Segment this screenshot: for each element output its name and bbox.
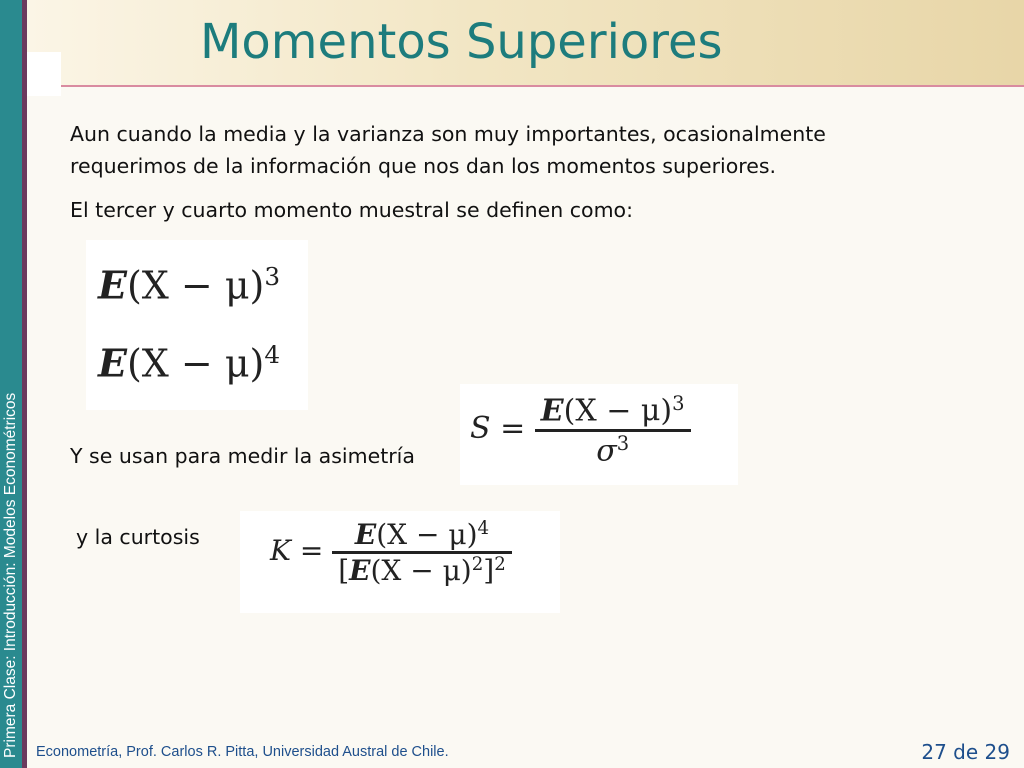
footer-credit: Econometría, Prof. Carlos R. Pitta, Universidad Austral de Chile. xyxy=(36,744,449,760)
kurtosis-numerator-exponent: 4 xyxy=(477,518,490,539)
skewness-numerator xyxy=(535,392,691,429)
asymmetry-text: Y se usan para medir la asimetría xyxy=(70,444,415,468)
skewness-numerator-body: (X − μ) xyxy=(563,393,673,429)
skewness-numerator-exponent: 3 xyxy=(672,392,685,415)
kurtosis-text: y la curtosis xyxy=(76,525,200,549)
expectation-symbol: E xyxy=(349,554,371,587)
skewness-lhs: S = xyxy=(470,411,526,447)
kurtosis-lhs: K = xyxy=(270,534,324,567)
close-bracket: ] xyxy=(483,554,495,587)
sigma-symbol: σ xyxy=(596,433,617,469)
kurtosis-inner-exponent: 2 xyxy=(471,554,484,575)
paragraph-line-3: El tercer y cuarto momento muestral se definen como: xyxy=(70,198,633,222)
third-moment-exponent: 3 xyxy=(264,262,281,291)
fourth-moment-body: (X − μ) xyxy=(126,341,265,386)
kurtosis-numerator-body: (X − μ) xyxy=(376,518,478,551)
kurtosis-fraction xyxy=(332,518,512,587)
kurtosis-equation xyxy=(270,518,512,587)
paragraph-line-2: requerimos de la información que nos dan los momentos superiores. xyxy=(70,154,777,178)
page-number: 27 de 29 xyxy=(921,740,1010,764)
header-notch xyxy=(27,52,61,96)
skewness-denominator-exponent: 3 xyxy=(616,431,630,455)
side-bar-divider xyxy=(22,0,27,768)
skewness-equation xyxy=(470,392,691,468)
third-moment-equation xyxy=(98,262,280,308)
kurtosis-denominator-body: (X − μ) xyxy=(370,554,472,587)
kurtosis-denominator-exponent: 2 xyxy=(494,554,506,575)
skewness-fraction xyxy=(535,392,691,468)
fourth-moment-equation xyxy=(98,340,280,386)
header-rule xyxy=(61,85,1024,87)
expectation-symbol: E xyxy=(540,393,564,429)
kurtosis-denominator xyxy=(332,551,512,587)
side-label: Primera Clase: Introducción: Modelos Econométricos xyxy=(2,392,19,758)
paragraph-line-1: Aun cuando la media y la varianza son muy importantes, ocasionalmente xyxy=(70,122,826,146)
expectation-symbol: E xyxy=(98,340,127,386)
skewness-denominator xyxy=(535,429,691,469)
expectation-symbol: E xyxy=(98,262,127,308)
fourth-moment-exponent: 4 xyxy=(264,340,281,369)
open-bracket: [ xyxy=(338,554,350,587)
expectation-symbol: E xyxy=(354,518,377,551)
kurtosis-numerator xyxy=(332,518,512,551)
slide-title: Momentos Superiores xyxy=(200,14,723,70)
third-moment-body: (X − μ) xyxy=(126,263,265,308)
